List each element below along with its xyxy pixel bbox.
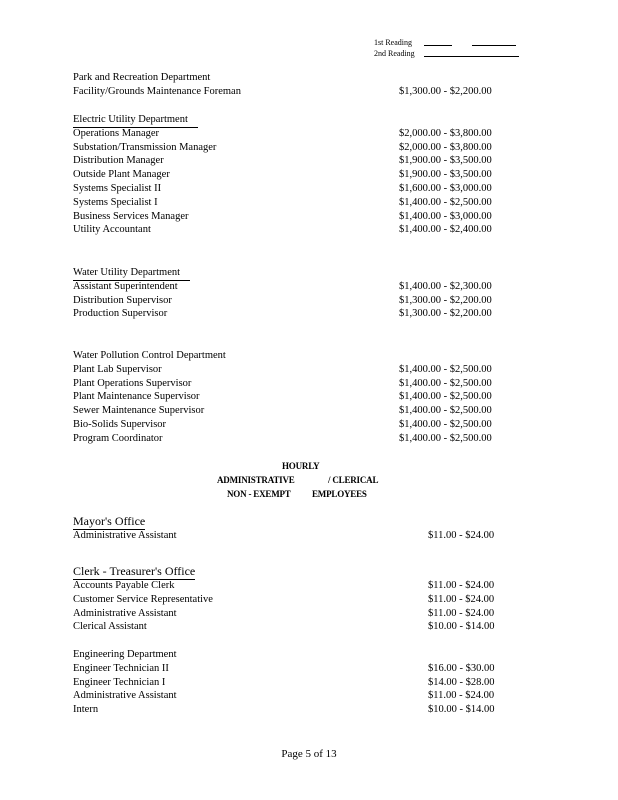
section-mayors-office <box>73 514 513 543</box>
salary-range: $1,600.00 - $3,000.00 <box>399 182 492 194</box>
position-title: Clerical Assistant <box>73 621 147 633</box>
salary-range: $1,400.00 - $2,500.00 <box>399 363 492 375</box>
table-row <box>73 579 513 593</box>
position-title: Administrative Assistant <box>73 690 177 702</box>
table-row <box>73 363 513 377</box>
table-row <box>73 127 513 141</box>
table-row <box>73 676 513 690</box>
position-title: Assistant Superintendent <box>73 280 178 292</box>
table-row <box>73 703 513 717</box>
position-title: Business Services Manager <box>73 210 189 222</box>
section-park-recreation <box>73 71 513 99</box>
position-title: Plant Lab Supervisor <box>73 363 162 375</box>
position-title: Outside Plant Manager <box>73 169 170 181</box>
first-reading-label: 1st Reading <box>374 38 412 47</box>
clerical-heading: / CLERICAL <box>328 475 379 485</box>
salary-range: $1,400.00 - $3,000.00 <box>399 210 492 222</box>
salary-range: $1,400.00 - $2,300.00 <box>399 280 492 292</box>
table-row <box>73 620 513 634</box>
position-title: Plant Operations Supervisor <box>73 377 192 389</box>
section-title: Mayor's Office <box>73 514 146 528</box>
first-reading <box>374 38 412 48</box>
hourly-range: $14.00 - $28.00 <box>428 676 495 688</box>
position-title: Plant Maintenance Supervisor <box>73 391 200 403</box>
salary-range: $1,400.00 - $2,500.00 <box>399 377 492 389</box>
position-title: Systems Specialist I <box>73 196 158 208</box>
position-title: Distribution Manager <box>73 155 164 167</box>
second-reading <box>374 49 415 59</box>
position-title: Sewer Maintenance Supervisor <box>73 405 205 417</box>
hourly-range: $11.00 - $24.00 <box>428 690 495 702</box>
salary-range: $1,900.00 - $3,500.00 <box>399 155 492 167</box>
position-title: Administrative Assistant <box>73 530 177 541</box>
section-title: Water Utility Department <box>73 266 190 281</box>
table-row <box>73 154 513 168</box>
hourly-range: $10.00 - $14.00 <box>428 704 495 716</box>
hourly-range: $11.00 - $24.00 <box>428 580 495 591</box>
position-title: Facility/Grounds Maintenance Foreman <box>73 85 241 97</box>
section-electric-utility <box>73 113 513 237</box>
salary-range: $1,300.00 - $2,200.00 <box>399 294 492 306</box>
position-title: Intern <box>73 704 99 716</box>
position-title: Systems Specialist II <box>73 182 162 194</box>
salary-range: $1,400.00 - $2,500.00 <box>399 196 492 208</box>
table-row <box>73 85 513 99</box>
table-row <box>73 432 513 446</box>
position-title: Distribution Supervisor <box>73 294 172 306</box>
position-title: Production Supervisor <box>73 308 168 320</box>
section-title: Engineering Department <box>73 649 177 660</box>
salary-range: $1,300.00 - $2,200.00 <box>399 85 492 97</box>
position-title: Bio-Solids Supervisor <box>73 418 167 430</box>
page-number: Page 5 of 13 <box>281 748 337 760</box>
first-reading-line-b <box>472 45 516 46</box>
table-row <box>73 390 513 404</box>
second-reading-label: 2nd Reading <box>374 49 415 58</box>
section-title: Water Pollution Control Department <box>73 350 226 361</box>
section-water-utility <box>73 266 513 321</box>
table-row <box>73 593 513 607</box>
position-title: Engineer Technician II <box>73 662 169 674</box>
table-row <box>73 689 513 703</box>
hourly-range: $16.00 - $30.00 <box>428 662 495 674</box>
hourly-range: $11.00 - $24.00 <box>428 530 495 541</box>
table-row <box>73 404 513 418</box>
position-title: Program Coordinator <box>73 432 163 444</box>
table-row <box>73 210 513 224</box>
table-row <box>73 529 513 543</box>
position-title: Substation/Transmission Manager <box>73 141 217 153</box>
section-water-pollution <box>73 349 513 446</box>
salary-range: $1,400.00 - $2,500.00 <box>399 391 492 403</box>
first-reading-line-a <box>424 45 452 46</box>
hourly-range: $10.00 - $14.00 <box>428 621 495 633</box>
position-title: Customer Service Representative <box>73 593 213 605</box>
position-title: Operations Manager <box>73 127 160 139</box>
employees-heading: EMPLOYEES <box>312 489 367 499</box>
hourly-range: $11.00 - $24.00 <box>428 593 495 605</box>
administrative-heading: ADMINISTRATIVE <box>217 475 295 485</box>
salary-range: $1,400.00 - $2,500.00 <box>399 432 492 444</box>
table-row <box>73 280 513 294</box>
section-title: Electric Utility Department <box>73 113 198 128</box>
salary-range: $1,900.00 - $3,500.00 <box>399 169 492 181</box>
position-title: Engineer Technician I <box>73 676 166 688</box>
salary-range: $2,000.00 - $3,800.00 <box>399 127 492 139</box>
position-title: Administrative Assistant <box>73 607 177 619</box>
table-row <box>73 141 513 155</box>
table-row <box>73 182 513 196</box>
section-title: Park and Recreation Department <box>73 72 211 83</box>
table-row <box>73 196 513 210</box>
table-row <box>73 377 513 391</box>
salary-range: $1,300.00 - $2,200.00 <box>399 308 492 320</box>
section-engineering <box>73 648 513 717</box>
hourly-heading: HOURLY <box>282 461 320 471</box>
section-title: Clerk - Treasurer's Office <box>73 564 196 578</box>
section-clerk-treasurer <box>73 564 513 634</box>
table-row <box>73 418 513 432</box>
salary-range: $1,400.00 - $2,400.00 <box>399 224 492 236</box>
salary-range: $2,000.00 - $3,800.00 <box>399 141 492 153</box>
table-row <box>73 662 513 676</box>
hourly-range: $11.00 - $24.00 <box>428 607 495 619</box>
position-title: Accounts Payable Clerk <box>73 580 175 591</box>
table-row <box>73 307 513 321</box>
position-title: Utility Accountant <box>73 224 151 236</box>
salary-range: $1,400.00 - $2,500.00 <box>399 418 492 430</box>
table-row <box>73 168 513 182</box>
table-row <box>73 223 513 237</box>
non-exempt-heading: NON - EXEMPT <box>227 489 291 499</box>
salary-range: $1,400.00 - $2,500.00 <box>399 405 492 417</box>
second-reading-line <box>424 56 519 57</box>
table-row <box>73 607 513 621</box>
table-row <box>73 294 513 308</box>
